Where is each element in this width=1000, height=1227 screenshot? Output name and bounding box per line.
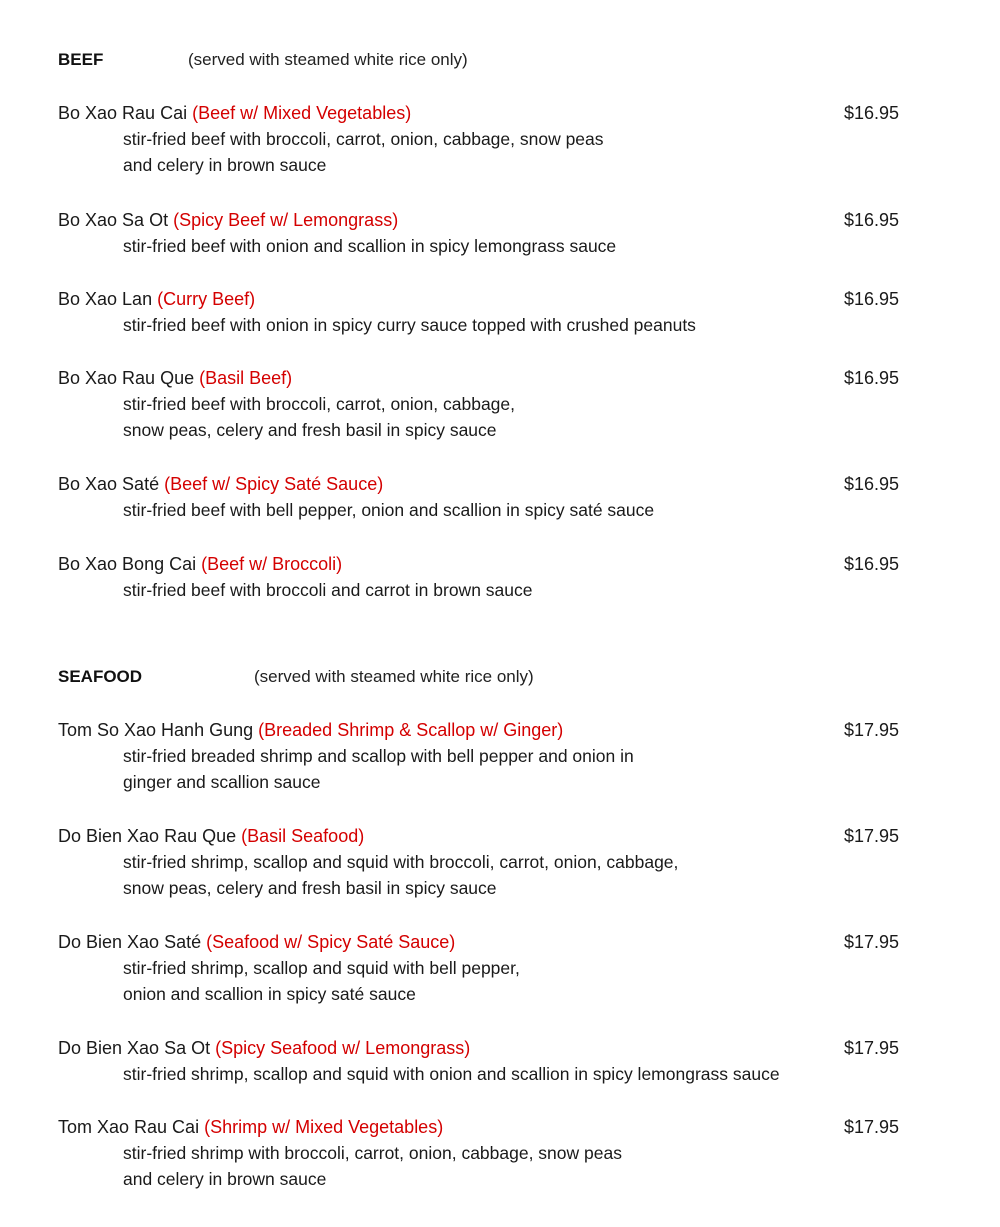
section-title: BEEF: [58, 50, 104, 69]
item-name: Do Bien Xao Rau Que: [58, 826, 237, 846]
item-price: $16.95: [844, 210, 900, 230]
item-name: Bo Xao Sa Ot: [58, 210, 169, 230]
item-description-line: stir-fried beef with broccoli, carrot, onion, cabbage, snow peas: [123, 129, 604, 149]
item-description-line: ginger and scallion sauce: [123, 772, 321, 792]
section-title: SEAFOOD: [58, 667, 143, 686]
menu-item: [58, 471, 918, 523]
item-price: $17.95: [844, 826, 900, 846]
item-english-name: (Basil Seafood): [241, 826, 365, 846]
item-description-line: stir-fried shrimp, scallop and squid with bell pepper,: [123, 958, 520, 978]
menu-item: [58, 100, 918, 178]
item-name: Bo Xao Rau Que: [58, 368, 195, 388]
item-description-line: onion and scallion in spicy saté sauce: [123, 984, 416, 1004]
section-note: (served with steamed white rice only): [254, 667, 534, 686]
item-price: $16.95: [844, 554, 900, 574]
item-name: Bo Xao Lan: [58, 289, 153, 309]
section-note: (served with steamed white rice only): [188, 50, 468, 69]
item-english-name: (Breaded Shrimp & Scallop w/ Ginger): [258, 720, 564, 740]
menu-item: [58, 365, 918, 443]
menu-item: [58, 207, 918, 259]
menu-item: [58, 551, 918, 603]
item-description-line: snow peas, celery and fresh basil in spicy sauce: [123, 420, 497, 440]
menu-item: [58, 1114, 918, 1192]
item-name: Do Bien Xao Saté: [58, 932, 202, 952]
item-description-line: stir-fried beef with onion in spicy curry sauce topped with crushed peanuts: [123, 315, 696, 335]
menu-item: [58, 717, 918, 795]
item-price: $16.95: [844, 103, 900, 123]
item-english-name: (Spicy Seafood w/ Lemongrass): [215, 1038, 471, 1058]
item-name: Do Bien Xao Sa Ot: [58, 1038, 211, 1058]
item-name: Bo Xao Rau Cai: [58, 103, 188, 123]
item-price: $16.95: [844, 289, 900, 309]
menu-item: [58, 1035, 918, 1087]
item-name: Tom So Xao Hanh Gung: [58, 720, 254, 740]
item-price: $17.95: [844, 932, 900, 952]
item-price: $17.95: [844, 1038, 900, 1058]
item-english-name: (Curry Beef): [157, 289, 256, 309]
item-description-line: stir-fried shrimp, scallop and squid with onion and scallion in spicy lemongrass sauce: [123, 1064, 780, 1084]
item-description-line: stir-fried shrimp with broccoli, carrot, onion, cabbage, snow peas: [123, 1143, 622, 1163]
item-english-name: (Spicy Beef w/ Lemongrass): [173, 210, 399, 230]
item-price: $17.95: [844, 720, 900, 740]
item-description-line: snow peas, celery and fresh basil in spicy sauce: [123, 878, 497, 898]
item-english-name: (Beef w/ Broccoli): [201, 554, 343, 574]
item-description-line: stir-fried beef with broccoli and carrot in brown sauce: [123, 580, 533, 600]
item-english-name: (Seafood w/ Spicy Saté Sauce): [206, 932, 456, 952]
menu-item: [58, 823, 918, 901]
item-name: Bo Xao Bong Cai: [58, 554, 197, 574]
item-description-line: stir-fried shrimp, scallop and squid with broccoli, carrot, onion, cabbage,: [123, 852, 679, 872]
item-description-line: stir-fried beef with onion and scallion in spicy lemongrass sauce: [123, 236, 617, 256]
menu-item: [58, 929, 918, 1007]
item-english-name: (Beef w/ Mixed Vegetables): [192, 103, 412, 123]
item-price: $16.95: [844, 474, 900, 494]
menu-item: [58, 286, 918, 338]
item-english-name: (Beef w/ Spicy Saté Sauce): [164, 474, 384, 494]
item-english-name: (Shrimp w/ Mixed Vegetables): [204, 1117, 444, 1137]
item-price: $16.95: [844, 368, 900, 388]
item-description-line: and celery in brown sauce: [123, 155, 327, 175]
item-description-line: stir-fried breaded shrimp and scallop with bell pepper and onion in: [123, 746, 634, 766]
item-price: $17.95: [844, 1117, 900, 1137]
item-description-line: stir-fried beef with bell pepper, onion and scallion in spicy saté sauce: [123, 500, 655, 520]
item-description-line: and celery in brown sauce: [123, 1169, 327, 1189]
section-header-beef: [58, 49, 468, 71]
section-header-seafood: [58, 666, 534, 688]
item-description-line: stir-fried beef with broccoli, carrot, onion, cabbage,: [123, 394, 515, 414]
item-name: Bo Xao Saté: [58, 474, 160, 494]
item-english-name: (Basil Beef): [199, 368, 293, 388]
item-name: Tom Xao Rau Cai: [58, 1117, 200, 1137]
